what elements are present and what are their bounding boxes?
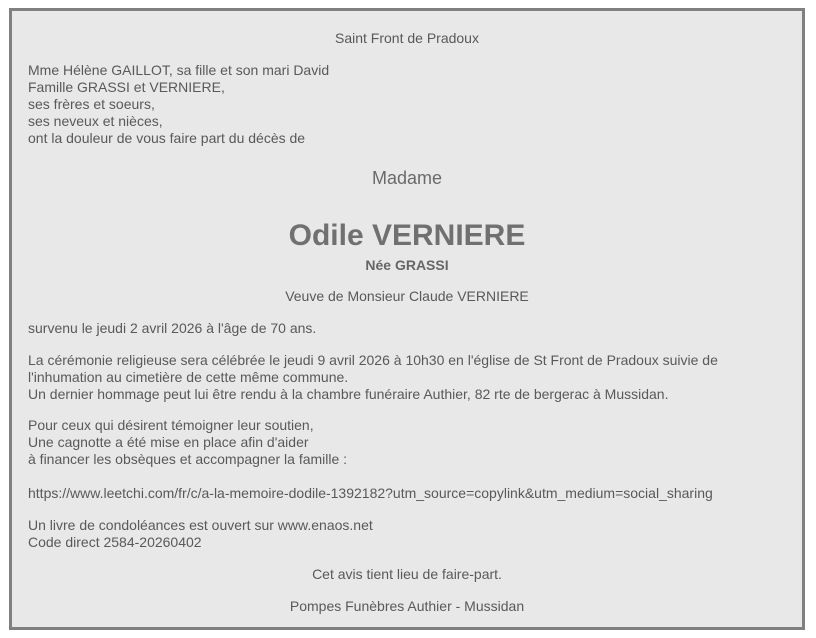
ceremony-line: Un dernier hommage peut lui être rendu à la chambre funéraire Authier, 82 rte de bergerac à Mussidan.: [28, 386, 669, 402]
funeral-home: Pompes Funèbres Authier - Mussidan: [289, 598, 525, 614]
support-block: [28, 417, 347, 468]
family-line: ses neveux et nièces,: [28, 113, 163, 129]
family-line: ses frères et soeurs,: [28, 96, 155, 112]
death-text: survenu le jeudi 2 avril 2026 à l'âge de 70 ans.: [28, 320, 317, 336]
ceremony-block: [28, 352, 718, 403]
support-line: Pour ceux qui désirent témoigner leur soutien,: [28, 417, 314, 433]
location-text: Saint Front de Pradoux: [335, 30, 479, 46]
family-line: Famille GRASSI et VERNIERE,: [28, 79, 225, 95]
fundraising-link[interactable]: https://www.leetchi.com/fr/c/a-la-memoire-dodile-1392182?utm_source=copylink&utm_medium=social_sharing: [28, 485, 713, 501]
family-line: Mme Hélène GAILLOT, sa fille et son mari David: [28, 62, 330, 78]
family-block: [28, 62, 329, 147]
ceremony-line: La cérémonie religieuse sera célébrée le jeudi 9 avril 2026 à 10h30 en l'église de St Front de Pradoux suivie de: [28, 352, 718, 368]
maiden-name: Née GRASSI: [365, 257, 449, 273]
title-text: Madame: [371, 168, 443, 188]
condolences-line: Un livre de condoléances est ouvert sur www.enaos.net: [28, 517, 373, 533]
widow-of-text: Veuve de Monsieur Claude VERNIERE: [285, 288, 529, 304]
support-line: à financer les obsèques et accompagner la famille :: [28, 451, 348, 467]
support-line: Une cagnotte a été mise en place afin d'aider: [28, 434, 309, 450]
condolences-line: Code direct 2584-20260402: [28, 534, 202, 550]
family-line: ont la douleur de vous faire part du décès de: [28, 130, 306, 146]
ceremony-line: l'inhumation au cimetière de cette même commune.: [28, 369, 349, 385]
deceased-name: Odile VERNIERE: [288, 219, 526, 252]
obituary-notice: [9, 8, 805, 630]
condolences-block: [28, 517, 373, 551]
footer-note: Cet avis tient lieu de faire-part.: [312, 566, 502, 582]
